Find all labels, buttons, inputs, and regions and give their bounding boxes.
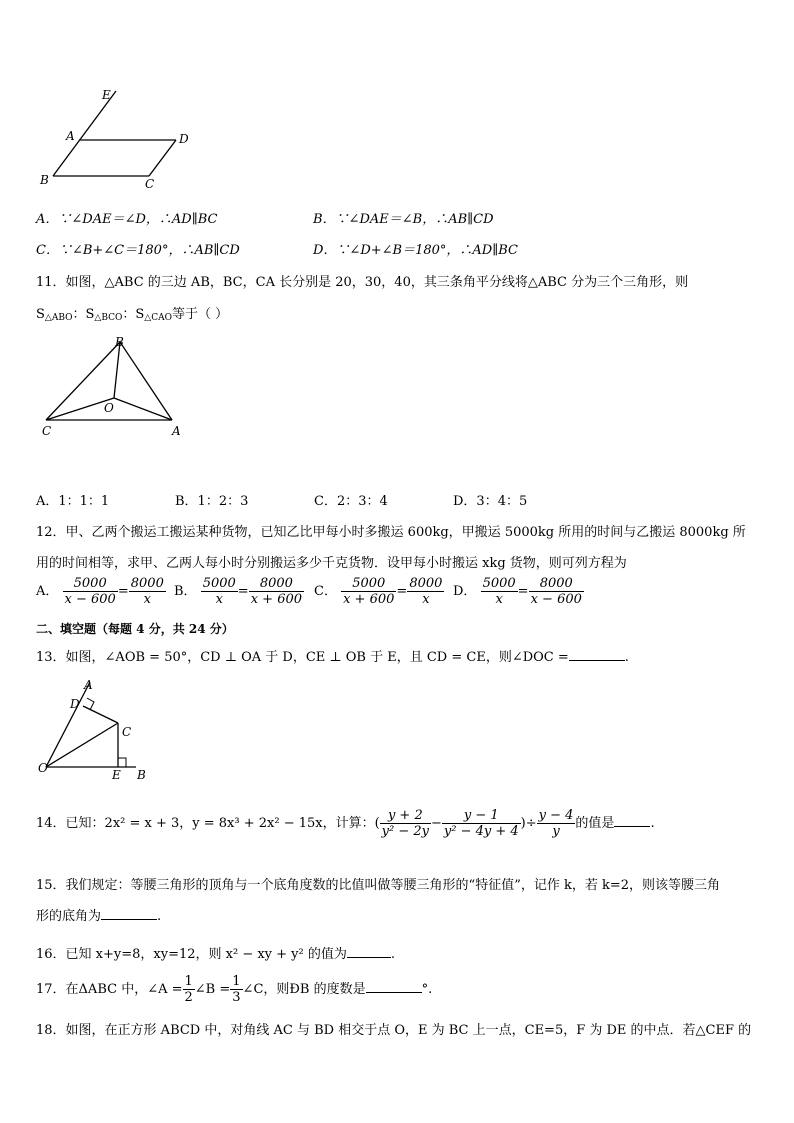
q15-answer-blank[interactable] xyxy=(101,907,157,920)
q12-text-line1: 12．甲、乙两个搬运工搬运某种货物，已知乙比甲每小时多搬运 600kg，甲搬运 5000kg 所用的时间与乙搬运 8000kg 所 xyxy=(36,525,746,540)
side-ba xyxy=(120,342,172,420)
q12-option-c: C． $\frac{5000}{x + 600}$ = $\frac{8000}{x}$ xyxy=(314,576,443,607)
q12-option-a: A． $\frac{5000}{x - 600}$ = $\frac{8000}{x}$ xyxy=(36,576,164,607)
right-angle-e xyxy=(118,758,126,767)
q13-answer-blank[interactable] xyxy=(569,648,625,661)
q11-option-c: C．2：3：4 xyxy=(314,494,388,509)
q12-text-line2: 用的时间相等，求甲、乙两人每小时分别搬运多少千克货物．设甲每小时搬运 xkg 货物，则可列方程为 xyxy=(36,556,627,571)
q15-text-line1: 15．我们规定：等腰三角形的顶角与一个底角度数的比值叫做等腰三角形的“特征值”，记作 k，若 k=2，则该等腰三角 xyxy=(36,878,721,893)
q11-sub1: △ABO xyxy=(44,313,73,323)
label-a: A xyxy=(66,129,75,143)
label-d: D xyxy=(70,697,80,711)
label-o: O xyxy=(38,761,48,775)
label-c: C xyxy=(42,424,52,438)
q11-s1: S xyxy=(36,307,45,322)
q11-sub2: △BCO xyxy=(94,313,123,323)
figure-parallelogram xyxy=(36,84,196,192)
label-c: C xyxy=(122,725,132,739)
segment-cd xyxy=(83,706,118,723)
line-cd xyxy=(149,140,176,176)
q11-option-b: B．1：2：3 xyxy=(175,494,249,509)
q12-option-d: D． $\frac{5000}{x}$ = $\frac{8000}{x - 600}$ xyxy=(453,576,582,607)
q11-text-line1: 11．如图，△ABC 的三边 AB，BC，CA 长分别是 20，30，40，其三条角平分线将△ABC 分为三个三角形，则 xyxy=(36,275,689,290)
q10-option-d: D．∵∠D+∠B＝180°，∴AD∥BC xyxy=(313,243,518,258)
q10-option-a: A．∵∠DAE＝∠D，∴AD∥BC xyxy=(36,212,218,227)
bisector-bo xyxy=(114,342,120,398)
label-c: C xyxy=(145,177,155,191)
q11-tail: 等于（ ） xyxy=(171,307,229,322)
q14-answer-blank[interactable] xyxy=(614,814,650,827)
q10-option-b: B．∵∠DAE＝∠B，∴AB∥CD xyxy=(313,212,494,227)
q14-text: 14．已知：2x² = x + 3，y = 8x³ + 2x² − 15x，计算：( $\frac{y + 2}{\text{y² − 2y}}$ − $\frac{y - 1}{\text{y² − 4y + 4}}$ )÷ $\frac{y - 4}{y}$ 的值是 . xyxy=(36,808,655,839)
label-a: A xyxy=(172,424,181,438)
q18-text-line1: 18．如图，在正方形 ABCD 中，对角线 AC 与 BD 相交于点 O，E 为 BC 上一点，CE=5，F 为 DE 的中点．若△CEF 的 xyxy=(36,1023,752,1038)
label-b: B xyxy=(40,173,49,187)
q11-text-line2 xyxy=(36,303,228,323)
q12-option-b: B． $\frac{5000}{x}$ = $\frac{8000}{x + 600}$ xyxy=(174,576,303,607)
q16-answer-blank[interactable] xyxy=(347,945,391,958)
section-heading-fill-in: 二、填空题（每题 4 分，共 24 分） xyxy=(36,622,234,636)
figure-triangle-bisectors xyxy=(36,330,196,442)
line-b-to-e xyxy=(53,91,116,176)
q11-option-d: D．3：4：5 xyxy=(453,494,528,509)
label-b: B xyxy=(137,768,146,782)
q16-text: 16．已知 x+y=8，xy=12，则 x² − xy + y² 的值为 . xyxy=(36,947,396,962)
label-e: E xyxy=(112,768,121,782)
q17-text: 17．在ΔABC 中，∠A = $\frac{1}{2}$ ∠B = $\frac{1}{3}$ ∠C，则ÐB 的度数是 °. xyxy=(36,974,433,1005)
label-a: A xyxy=(84,678,93,692)
label-o: O xyxy=(104,401,114,415)
label-b: B xyxy=(115,335,124,349)
label-d: D xyxy=(179,132,189,146)
bisector-ao xyxy=(114,398,172,420)
q15-text-line2: 形的底角为 . xyxy=(36,909,162,924)
q12-options xyxy=(36,576,166,607)
q17-answer-blank[interactable] xyxy=(366,980,422,993)
q13-text: 13．如图，∠AOB = 50°，CD ⊥ OA 于 D，CE ⊥ OB 于 E，且 CD = CE，则∠DOC = . xyxy=(36,650,629,665)
label-e: E xyxy=(102,88,111,102)
q11-sep2: ：S xyxy=(122,307,145,322)
figure-angle-aob xyxy=(36,676,156,784)
q10-option-c: C．∵∠B+∠C＝180°，∴AB∥CD xyxy=(36,243,240,258)
q11-sub3: △CAO xyxy=(144,313,172,323)
q11-option-a: A．1：1：1 xyxy=(36,494,110,509)
q11-sep1: ：S xyxy=(72,307,95,322)
